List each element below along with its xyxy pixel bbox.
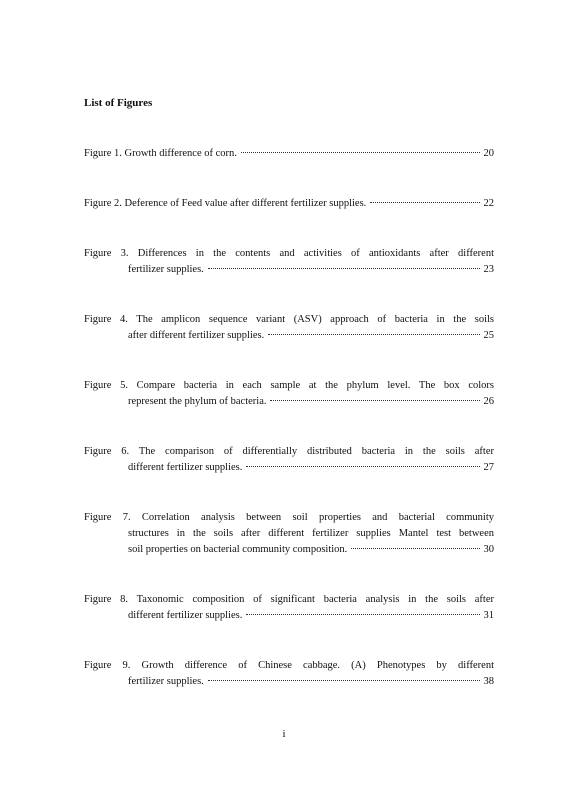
figure-entry-page: 22 xyxy=(483,198,494,209)
figure-entry-page: 23 xyxy=(483,264,494,275)
figure-entry-title-cont: different fertilizer supplies. xyxy=(128,610,243,621)
dot-leader xyxy=(351,548,479,549)
figure-entry-page: 30 xyxy=(483,544,494,555)
figure-entry-title: Figure 9. Growth difference of Chinese cabbage. (A) Phenotypes by different xyxy=(84,660,494,671)
figure-entry-7[interactable] xyxy=(84,510,494,558)
figure-entry-page: 26 xyxy=(483,396,494,407)
figure-entry-title-cont: fertilizer supplies. xyxy=(128,264,204,275)
figure-entry-8[interactable] xyxy=(84,592,494,624)
figure-entry-title-cont: different fertilizer supplies. xyxy=(128,462,243,473)
figure-entry-title: Figure 4. The amplicon sequence variant (ASV) approach of bacteria in the soils xyxy=(84,314,494,325)
figure-entry-page: 38 xyxy=(483,676,494,687)
figure-entry-title-cont: fertilizer supplies. xyxy=(128,676,204,687)
dot-leader xyxy=(246,466,479,467)
figure-entry-3[interactable] xyxy=(84,246,494,278)
figure-entry-title-cont: soil properties on bacterial community composition. xyxy=(128,544,348,555)
dot-leader xyxy=(208,680,480,681)
figure-entry-4[interactable] xyxy=(84,312,494,344)
figure-entry-title: Figure 8. Taxonomic composition of significant bacteria analysis in the soils after xyxy=(84,594,494,605)
page-title: List of Figures xyxy=(84,97,153,109)
figure-entry-1[interactable] xyxy=(84,146,494,162)
figure-entry-title: Figure 2. Deference of Feed value after different fertilizer supplies. xyxy=(84,198,367,209)
figure-entry-title: Figure 3. Differences in the contents and activities of antioxidants after different xyxy=(84,248,494,259)
figure-entry-title-cont: after different fertilizer supplies. xyxy=(128,330,265,341)
figure-entry-title: Figure 5. Compare bacteria in each sample at the phylum level. The box colors xyxy=(84,380,494,391)
figure-entry-9[interactable] xyxy=(84,658,494,690)
figure-list xyxy=(84,146,494,724)
figure-entry-2[interactable] xyxy=(84,196,494,212)
figure-entry-page: 25 xyxy=(483,330,494,341)
figure-entry-title-cont: structures in the soils after different fertilizer supplies Mantel test between xyxy=(128,528,494,539)
dot-leader xyxy=(241,152,480,153)
figure-entry-6[interactable] xyxy=(84,444,494,476)
dot-leader xyxy=(270,400,479,401)
dot-leader xyxy=(208,268,480,269)
figure-entry-title: Figure 1. Growth difference of corn. xyxy=(84,148,237,159)
page-number: i xyxy=(282,728,286,740)
dot-leader xyxy=(246,614,479,615)
figure-entry-5[interactable] xyxy=(84,378,494,410)
figure-entry-title-cont: represent the phylum of bacteria. xyxy=(128,396,267,407)
figure-entry-page: 27 xyxy=(483,462,494,473)
dot-leader xyxy=(370,202,479,203)
figure-entry-title: Figure 7. Correlation analysis between soil properties and bacterial community xyxy=(84,512,494,523)
figure-entry-page: 31 xyxy=(483,610,494,621)
dot-leader xyxy=(268,334,479,335)
figure-entry-page: 20 xyxy=(483,148,494,159)
figure-entry-title: Figure 6. The comparison of differentially distributed bacteria in the soils after xyxy=(84,446,494,457)
